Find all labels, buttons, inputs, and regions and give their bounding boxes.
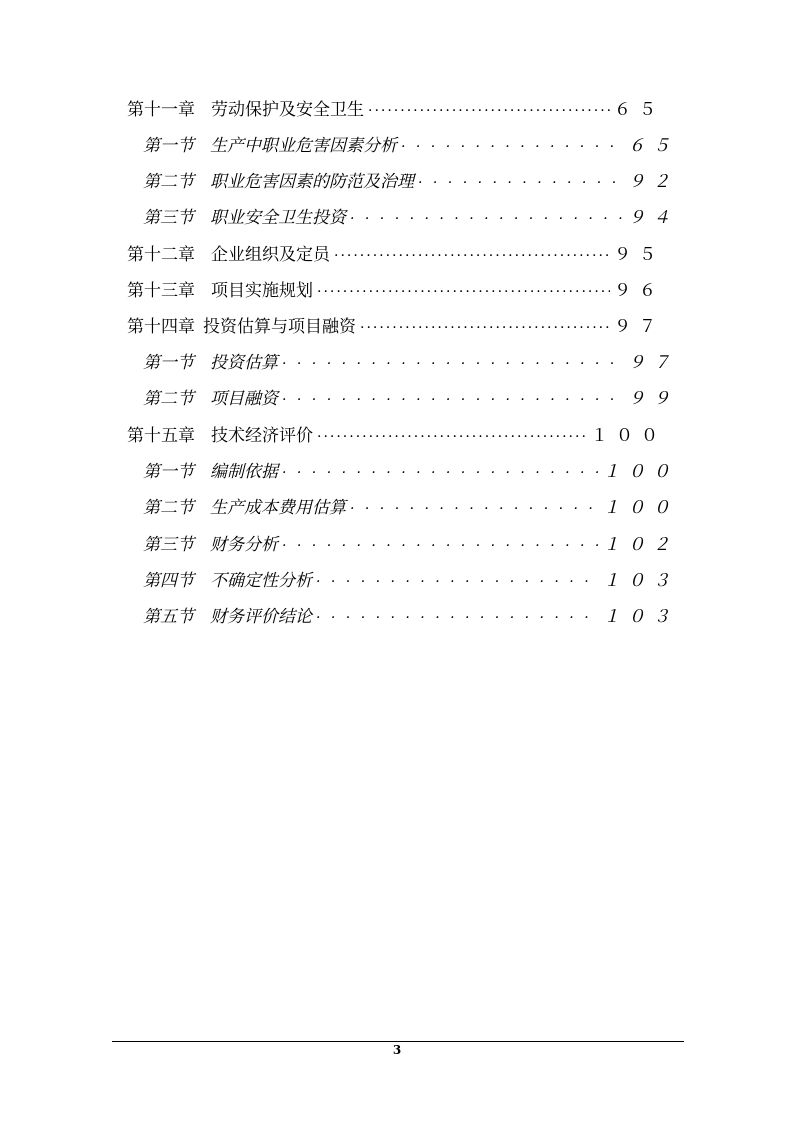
toc-entry-title: 财务分析 — [210, 534, 278, 555]
toc-entry-label: 第五节 — [143, 606, 194, 627]
toc-leader-dots — [316, 604, 599, 624]
toc-entry — [127, 240, 664, 264]
toc-entry-page: ９５ — [614, 244, 664, 265]
footer-rule — [112, 1041, 684, 1042]
toc-entry-title: 劳动保护及安全卫生 — [211, 99, 364, 120]
toc-leader-dots — [334, 242, 610, 262]
toc-entry-label: 第二节 — [143, 171, 194, 192]
toc-entry-title: 编制依据 — [210, 461, 278, 482]
toc-entry-title: 技术经济评价 — [211, 425, 313, 446]
toc-leader-dots — [282, 350, 624, 370]
toc-leader-dots — [282, 386, 624, 406]
toc-entry-page: ９９ — [628, 388, 678, 409]
toc-entry — [143, 493, 678, 517]
toc-leader-dots — [317, 423, 587, 443]
toc-entry-label: 第十四章 — [127, 316, 195, 337]
toc-entry-page: ６５ — [614, 99, 664, 120]
toc-leader-dots — [350, 205, 624, 225]
toc-entry-page: ９４ — [628, 207, 678, 228]
toc-entry-page: ９６ — [614, 280, 664, 301]
toc-entry-label: 第十二章 — [127, 244, 195, 265]
toc-entry — [143, 167, 678, 191]
toc-entry-label: 第三节 — [143, 534, 194, 555]
toc-entry-page: ９７ — [614, 316, 664, 337]
toc-leader-dots — [350, 495, 599, 515]
toc-entry-page: １０３ — [603, 606, 678, 627]
toc-entry-label: 第十五章 — [127, 425, 195, 446]
toc-entry-label: 第三节 — [143, 207, 194, 228]
toc-entry-page: ９２ — [628, 171, 678, 192]
toc-entry-title: 职业危害因素的防范及治理 — [210, 171, 414, 192]
toc-entry-title: 生产中职业危害因素分析 — [210, 135, 397, 156]
toc-entry-label: 第一节 — [143, 461, 194, 482]
toc-entry — [143, 566, 678, 590]
toc-entry-page: １００ — [603, 497, 678, 518]
toc-entry-page: １０２ — [603, 534, 678, 555]
page-number: 3 — [392, 1043, 402, 1057]
toc-entry-label: 第二节 — [143, 497, 194, 518]
toc-entry-title: 企业组织及定员 — [211, 244, 330, 265]
toc-leader-dots — [316, 568, 599, 588]
toc-leader-dots — [282, 532, 599, 552]
toc-entry — [127, 95, 664, 119]
toc-entry — [143, 384, 678, 408]
toc-entry-title: 投资估算 — [210, 352, 278, 373]
toc-entry-title: 项目实施规划 — [211, 280, 313, 301]
toc-entry — [127, 312, 664, 336]
toc-leader-dots — [418, 169, 624, 189]
toc-entry-title: 不确定性分析 — [210, 570, 312, 591]
toc-entry-page: １００ — [591, 425, 666, 446]
toc-entry — [127, 276, 664, 300]
toc-entry-title: 生产成本费用估算 — [210, 497, 346, 518]
toc-leader-dots — [368, 97, 610, 117]
toc-leader-dots — [401, 133, 624, 153]
toc-entry — [143, 602, 678, 626]
toc-entry-title: 项目融资 — [210, 388, 278, 409]
toc-entry-label: 第一节 — [143, 352, 194, 373]
toc-entry-label: 第十三章 — [127, 280, 195, 301]
toc-entry — [143, 457, 678, 481]
toc-entry-page: ９７ — [628, 352, 678, 373]
toc-leader-dots — [317, 278, 610, 298]
toc-entry — [143, 348, 678, 372]
toc-entry — [143, 203, 678, 227]
toc-entry — [143, 131, 678, 155]
toc-entry-title: 财务评价结论 — [210, 606, 312, 627]
toc-entry — [127, 421, 666, 445]
toc-entry-label: 第十一章 — [127, 99, 195, 120]
toc-entry-page: １０３ — [603, 570, 678, 591]
toc-leader-dots — [282, 459, 599, 479]
toc-entry-title: 投资估算与项目融资 — [203, 316, 356, 337]
toc-entry-label: 第四节 — [143, 570, 194, 591]
toc-leader-dots — [360, 314, 610, 334]
toc-entry-label: 第二节 — [143, 388, 194, 409]
toc-entry-label: 第一节 — [143, 135, 194, 156]
toc-entry — [143, 530, 678, 554]
toc-entry-page: ６５ — [628, 135, 678, 156]
toc-entry-page: １００ — [603, 461, 678, 482]
toc-entry-title: 职业安全卫生投资 — [210, 207, 346, 228]
